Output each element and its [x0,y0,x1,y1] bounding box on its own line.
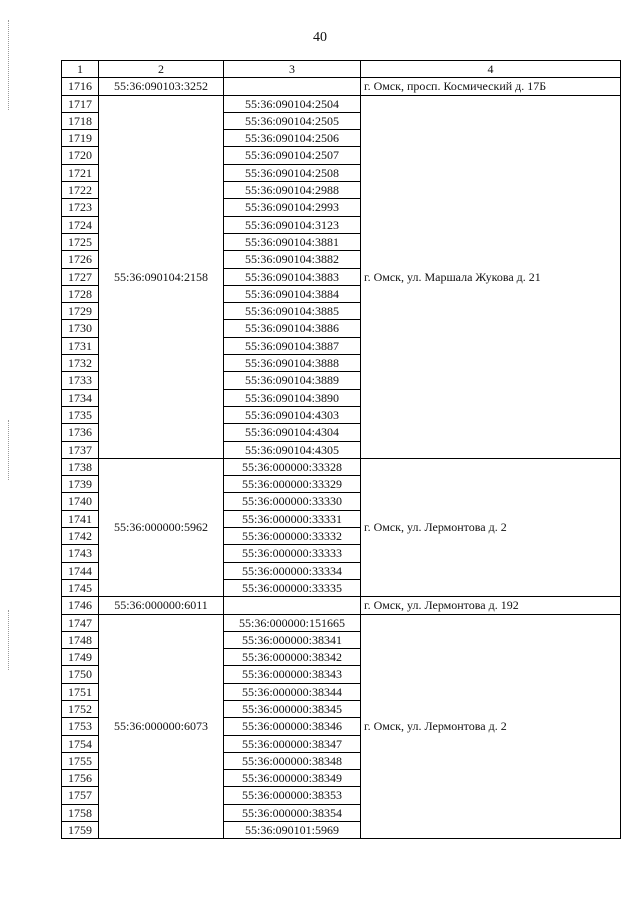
cadastral-number-cell [224,597,361,614]
header-col-4: 4 [361,61,621,78]
cadastral-number-cell: 55:36:000000:33332 [224,528,361,545]
row-number-cell: 1740 [62,493,99,510]
row-number-cell: 1748 [62,631,99,648]
table-row [62,614,621,631]
row-number-cell: 1757 [62,787,99,804]
row-number-cell: 1744 [62,562,99,579]
header-col-2: 2 [99,61,224,78]
row-number-cell: 1716 [62,78,99,95]
cadastral-number-cell: 55:36:090104:4304 [224,424,361,441]
row-number-cell: 1752 [62,700,99,717]
row-number-cell: 1721 [62,164,99,181]
cadastral-number-cell: 55:36:090104:4305 [224,441,361,458]
row-number-cell: 1758 [62,804,99,821]
cadastral-number-cell [224,78,361,95]
table-header [62,61,621,78]
cadastral-number-cell: 55:36:090104:3883 [224,268,361,285]
row-number-cell: 1729 [62,303,99,320]
row-number-cell: 1737 [62,441,99,458]
cadastral-number-cell: 55:36:090104:3889 [224,372,361,389]
cadastral-number-cell: 55:36:090104:2508 [224,164,361,181]
table-body [62,78,621,839]
row-number-cell: 1725 [62,233,99,250]
cadastral-number-cell: 55:36:000000:38349 [224,770,361,787]
row-number-cell: 1756 [62,770,99,787]
cadastral-number-cell: 55:36:000000:33335 [224,579,361,596]
header-col-1: 1 [62,61,99,78]
parent-cadastral-number-cell: 55:36:000000:6073 [99,614,224,839]
cadastral-number-cell: 55:36:000000:38353 [224,787,361,804]
row-number-cell: 1751 [62,683,99,700]
address-cell: г. Омск, ул. Лермонтова д. 192 [361,597,621,614]
cadastral-number-cell: 55:36:000000:38344 [224,683,361,700]
header-row [62,61,621,78]
parent-cadastral-number-cell: 55:36:000000:5962 [99,458,224,596]
cadastral-number-cell: 55:36:090104:3882 [224,251,361,268]
header-col-3: 3 [224,61,361,78]
row-number-cell: 1743 [62,545,99,562]
row-number-cell: 1736 [62,424,99,441]
cadastral-number-cell: 55:36:000000:33334 [224,562,361,579]
row-number-cell: 1755 [62,752,99,769]
address-cell: г. Омск, ул. Маршала Жукова д. 21 [361,95,621,458]
row-number-cell: 1722 [62,182,99,199]
cadastral-number-cell: 55:36:090104:3123 [224,216,361,233]
parent-cadastral-number-cell: 55:36:000000:6011 [99,597,224,614]
table-row [62,78,621,95]
table-row [62,95,621,112]
cadastral-number-cell: 55:36:090104:2507 [224,147,361,164]
cadastral-number-cell: 55:36:000000:33329 [224,476,361,493]
cadastral-number-cell: 55:36:000000:151665 [224,614,361,631]
row-number-cell: 1735 [62,406,99,423]
cadastral-number-cell: 55:36:090104:3890 [224,389,361,406]
row-number-cell: 1728 [62,285,99,302]
table-row [62,597,621,614]
address-cell: г. Омск, ул. Лермонтова д. 2 [361,614,621,839]
page-number: 40 [313,30,327,45]
table-row [62,458,621,475]
row-number-cell: 1724 [62,216,99,233]
row-number-cell: 1727 [62,268,99,285]
row-number-cell: 1741 [62,510,99,527]
row-number-cell: 1745 [62,579,99,596]
cadastral-table [61,60,621,839]
cadastral-number-cell: 55:36:090104:2993 [224,199,361,216]
row-number-cell: 1730 [62,320,99,337]
cadastral-number-cell: 55:36:090104:3888 [224,355,361,372]
address-cell: г. Омск, ул. Лермонтова д. 2 [361,458,621,596]
cadastral-number-cell: 55:36:000000:38341 [224,631,361,648]
cadastral-number-cell: 55:36:090104:2988 [224,182,361,199]
cadastral-number-cell: 55:36:000000:33331 [224,510,361,527]
cadastral-number-cell: 55:36:000000:38342 [224,649,361,666]
cadastral-number-cell: 55:36:000000:38343 [224,666,361,683]
parent-cadastral-number-cell: 55:36:090104:2158 [99,95,224,458]
row-number-cell: 1750 [62,666,99,683]
cadastral-number-cell: 55:36:090104:3885 [224,303,361,320]
cadastral-number-cell: 55:36:090101:5969 [224,822,361,839]
cadastral-number-cell: 55:36:090104:3881 [224,233,361,250]
row-number-cell: 1753 [62,718,99,735]
cadastral-number-cell: 55:36:000000:38348 [224,752,361,769]
margin-scan-marks [8,420,13,480]
cadastral-number-cell: 55:36:090104:2504 [224,95,361,112]
cadastral-number-cell: 55:36:000000:38354 [224,804,361,821]
address-cell: г. Омск, просп. Космический д. 17Б [361,78,621,95]
row-number-cell: 1726 [62,251,99,268]
row-number-cell: 1734 [62,389,99,406]
row-number-cell: 1749 [62,649,99,666]
row-number-cell: 1733 [62,372,99,389]
cadastral-number-cell: 55:36:000000:33330 [224,493,361,510]
row-number-cell: 1738 [62,458,99,475]
row-number-cell: 1720 [62,147,99,164]
cadastral-number-cell: 55:36:090104:3884 [224,285,361,302]
parent-cadastral-number-cell: 55:36:090103:3252 [99,78,224,95]
cadastral-number-cell: 55:36:090104:3887 [224,337,361,354]
row-number-cell: 1731 [62,337,99,354]
cadastral-number-cell: 55:36:090104:3886 [224,320,361,337]
row-number-cell: 1739 [62,476,99,493]
row-number-cell: 1746 [62,597,99,614]
margin-scan-marks [8,610,13,670]
cadastral-number-cell: 55:36:000000:38346 [224,718,361,735]
cadastral-number-cell: 55:36:000000:33333 [224,545,361,562]
cadastral-number-cell: 55:36:000000:38347 [224,735,361,752]
cadastral-number-cell: 55:36:090104:4303 [224,406,361,423]
row-number-cell: 1717 [62,95,99,112]
row-number-cell: 1719 [62,130,99,147]
row-number-cell: 1747 [62,614,99,631]
cadastral-number-cell: 55:36:000000:33328 [224,458,361,475]
row-number-cell: 1723 [62,199,99,216]
cadastral-number-cell: 55:36:090104:2505 [224,112,361,129]
row-number-cell: 1759 [62,822,99,839]
row-number-cell: 1742 [62,528,99,545]
cadastral-number-cell: 55:36:000000:38345 [224,700,361,717]
row-number-cell: 1718 [62,112,99,129]
row-number-cell: 1754 [62,735,99,752]
row-number-cell: 1732 [62,355,99,372]
cadastral-number-cell: 55:36:090104:2506 [224,130,361,147]
